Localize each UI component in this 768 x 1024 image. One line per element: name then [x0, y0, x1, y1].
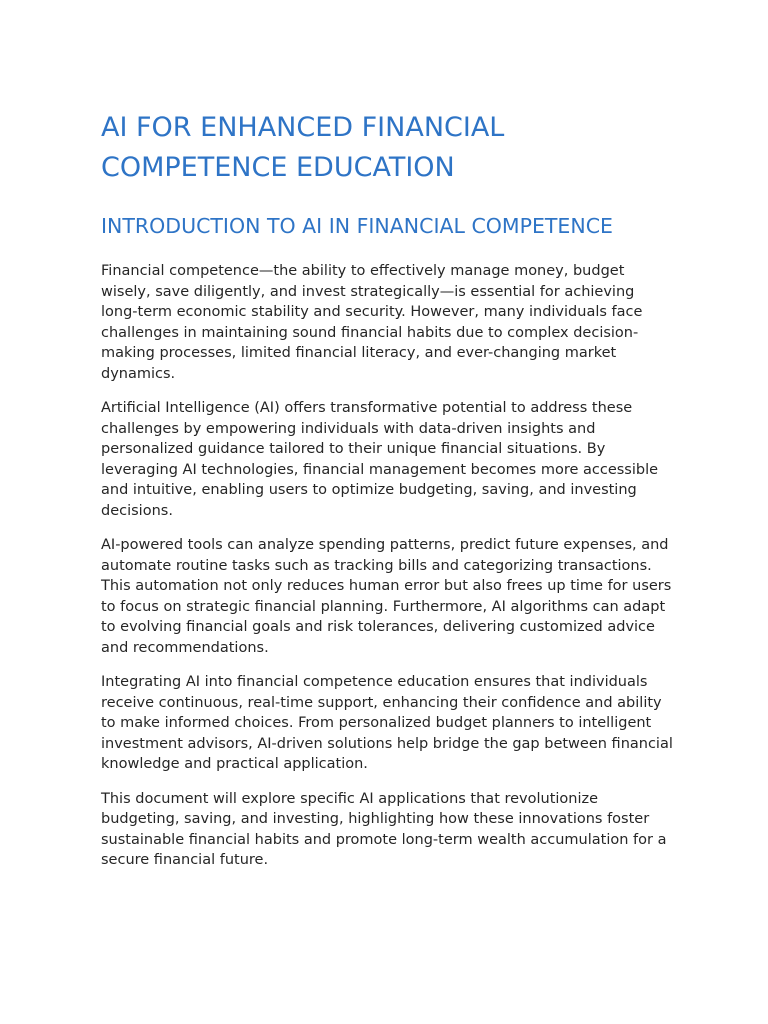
paragraph-3: AI-powered tools can analyze spending patterns, predict future expenses, and automate routine tasks such as tracking bills and categorizing transactions. This automation not only reduces human error but also frees up time for users to focus on strategic financial planning. Furthermore, AI algorithms can adapt to evolving financial goals and risk tolerances, delivering customized advice and recommendations.	[101, 537, 672, 656]
document-page	[101, 108, 673, 871]
paragraph-2: Artificial Intelligence (AI) offers transformative potential to address these challenges by empowering individuals with data-driven insights and personalized guidance tailored to their unique financial situations. By leveraging AI technologies, financial management becomes more accessible and intuitive, enabling users to optimize budgeting, saving, and investing decisions.	[101, 400, 659, 519]
body-text	[101, 261, 673, 871]
paragraph-4: Integrating AI into financial competence education ensures that individuals receive continuous, real-time support, enhancing their confidence and ability to make informed choices. From personalized budget planners to intelligent investment advisors, AI-driven solutions help bridge the gap between financial knowledge and practical application.	[101, 674, 673, 772]
paragraph-1: Financial competence—the ability to effectively manage money, budget wisely, save diligently, and invest strategically—is essential for achieving long-term economic stability and security. However, many individuals face challenges in maintaining sound financial habits due to complex decision-making processes, limited financial literacy, and ever-changing market dynamics.	[101, 263, 643, 382]
section-heading: INTRODUCTION TO AI IN FINANCIAL COMPETENCE	[101, 214, 613, 238]
document-title: AI FOR ENHANCED FINANCIAL COMPETENCE EDUCATION	[101, 112, 505, 183]
paragraph-5: This document will explore specific AI applications that revolutionize budgeting, saving, and investing, highlighting how these innovations foster sustainable financial habits and promote long-term wealth accumulation for a secure financial future.	[101, 790, 667, 868]
